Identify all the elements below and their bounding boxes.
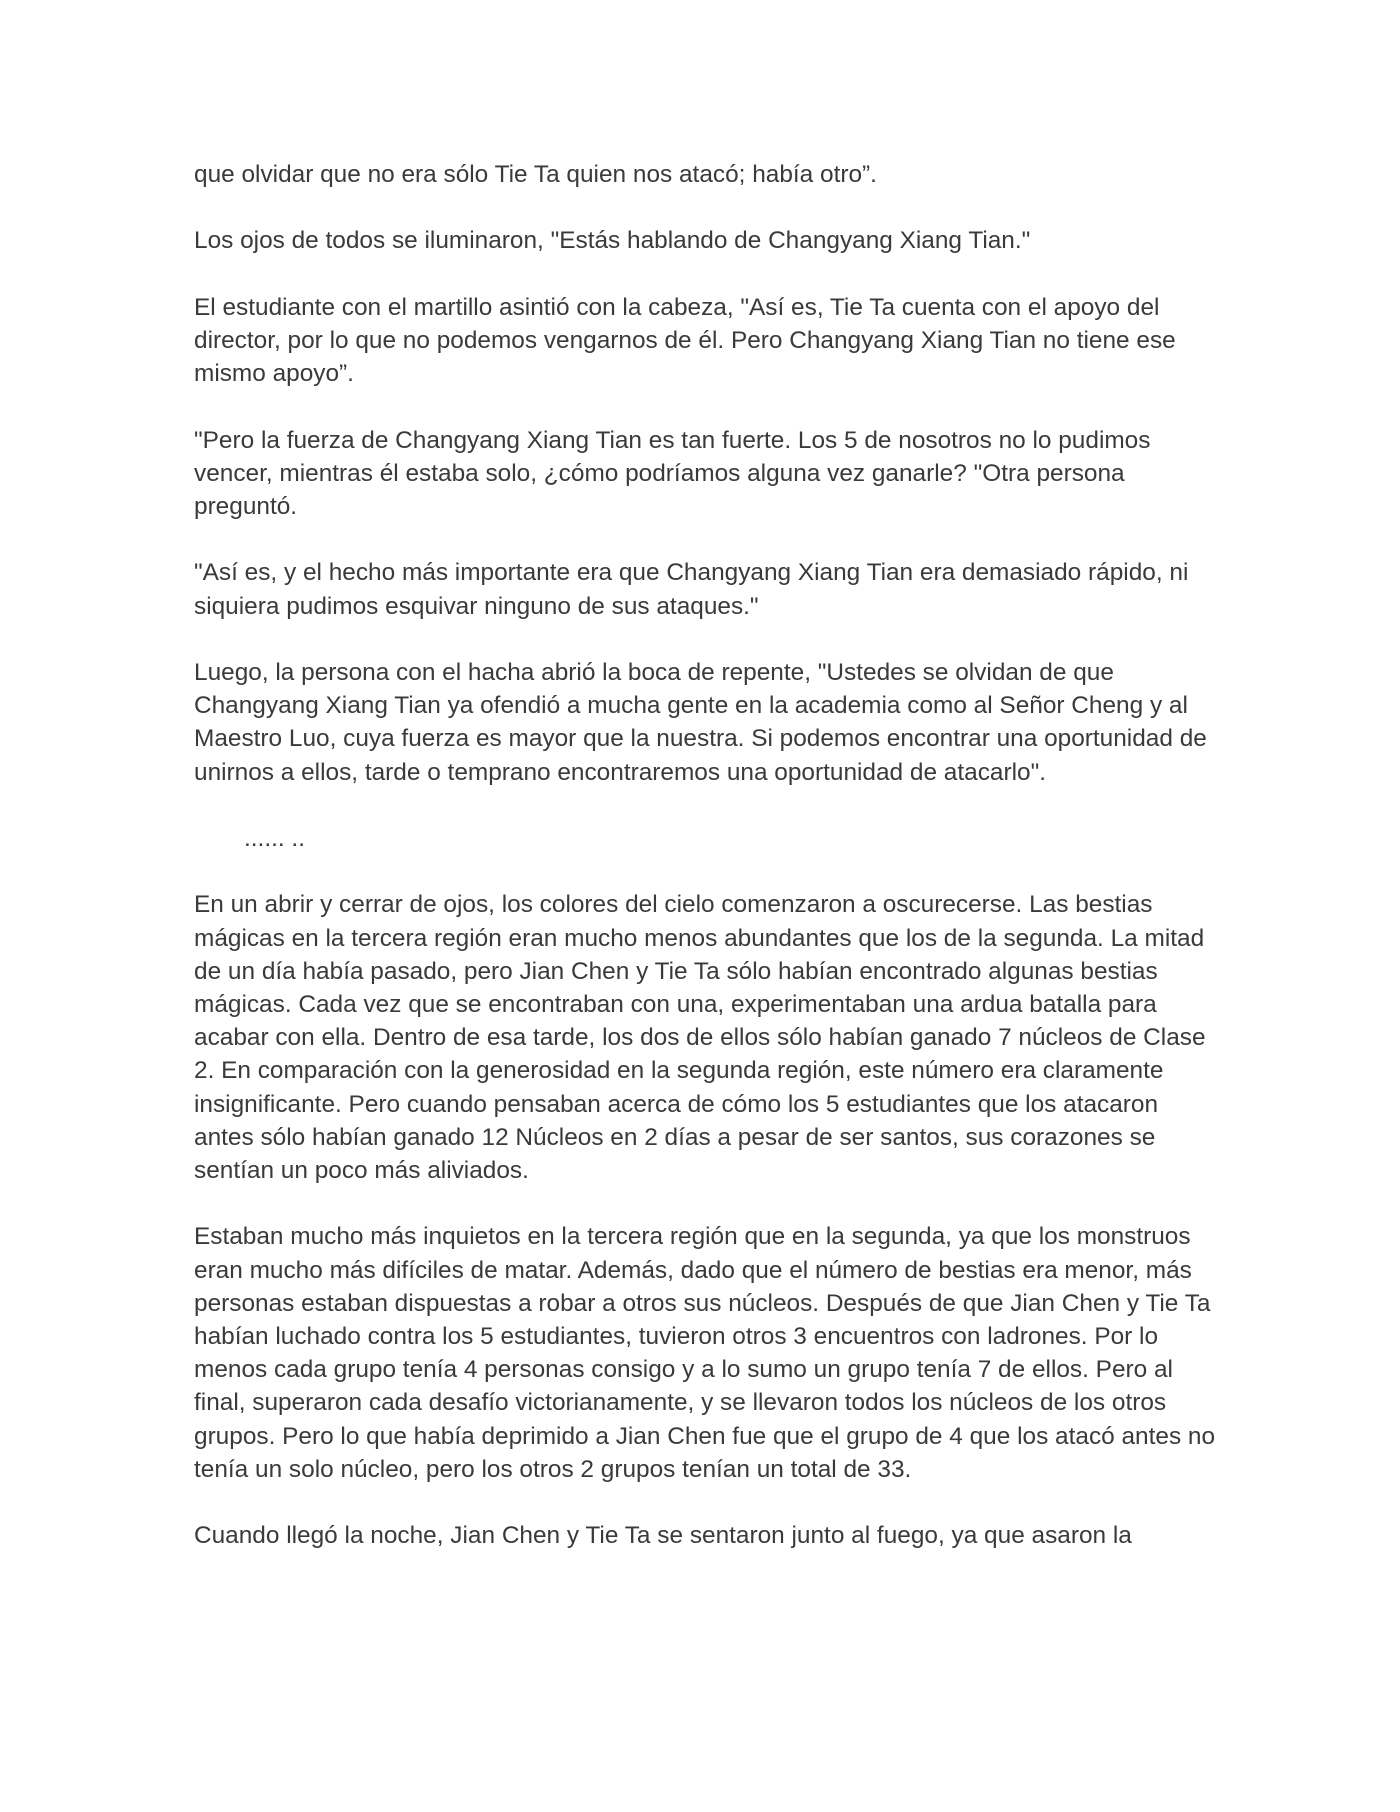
paragraph-1: que olvidar que no era sólo Tie Ta quien nos atacó; había otro”. (194, 161, 877, 188)
document-body (194, 158, 1224, 1586)
paragraph-7: En un abrir y cerrar de ojos, los colores del cielo comenzaron a oscurecerse. Las bestias mágicas en la tercera región eran mucho menos abundantes que los de la segunda. La mitad de un día había pasado, pero Jian Chen y Tie Ta sólo habían encontrado algunas bestias mágicas. Cada vez que se encontraban con una, experimentaban una ardua batalla para acabar con ella. Dentro de esa tarde, los dos de ellos sólo habían ganado 7 núcleos de Clase 2. En comparación con la generosidad en la segunda región, este número era claramente insignificante. Pero cuando pensaban acerca de cómo los 5 estudiantes que los atacaron antes sólo habían ganado 12 Núcleos en 2 días a pesar de ser santos, sus corazones se sentían un poco más aliviados. (194, 891, 1206, 1184)
paragraph-6: Luego, la persona con el hacha abrió la boca de repente, "Ustedes se olvidan de que Changyang Xiang Tian ya ofendió a mucha gente en la academia como al Señor Cheng y al Maestro Luo, cuya fuerza es mayor que la nuestra. Si podemos encontrar una oportunidad de unirnos a ellos, tarde o temprano encontraremos una oportunidad de atacarlo". (194, 658, 1207, 786)
paragraph-5: "Así es, y el hecho más importante era que Changyang Xiang Tian era demasiado rápido, ni siquiera pudimos esquivar ninguno de sus ataques." (194, 559, 1189, 620)
section-separator: ...... .. (244, 824, 305, 852)
paragraph-9: Cuando llegó la noche, Jian Chen y Tie Ta se sentaron junto al fuego, ya que asaron la (194, 1522, 1132, 1550)
paragraph-2: Los ojos de todos se iluminaron, "Estás hablando de Changyang Xiang Tian." (194, 227, 1031, 255)
paragraph-4: "Pero la fuerza de Changyang Xiang Tian es tan fuerte. Los 5 de nosotros no lo pudimos vencer, mientras él estaba solo, ¿cómo podríamos alguna vez ganarle? "Otra persona preguntó. (194, 426, 1151, 520)
paragraph-8: Estaban mucho más inquietos en la tercera región que en la segunda, ya que los monstruos eran mucho más difíciles de matar. Además, dado que el número de bestias era menor, más personas estaban dispuestas a robar a otros sus núcleos. Después de que Jian Chen y Tie Ta habían luchado contra los 5 estudiantes, tuvieron otros 3 encuentros con ladrones. Por lo menos cada grupo tenía 4 personas consigo y a lo sumo un grupo tenía 7 de ellos. Pero al final, superaron cada desafío victorianamente, y se llevaron todos los núcleos de los otros grupos. Pero lo que había deprimido a Jian Chen fue que el grupo de 4 que los atacó antes no tenía un solo núcleo, pero los otros 2 grupos tenían un total de 33. (194, 1223, 1216, 1483)
paragraph-3: El estudiante con el martillo asintió con la cabeza, "Así es, Tie Ta cuenta con el apoyo del director, por lo que no podemos vengarnos de él. Pero Changyang Xiang Tian no tiene ese mismo apoyo”. (194, 293, 1176, 388)
